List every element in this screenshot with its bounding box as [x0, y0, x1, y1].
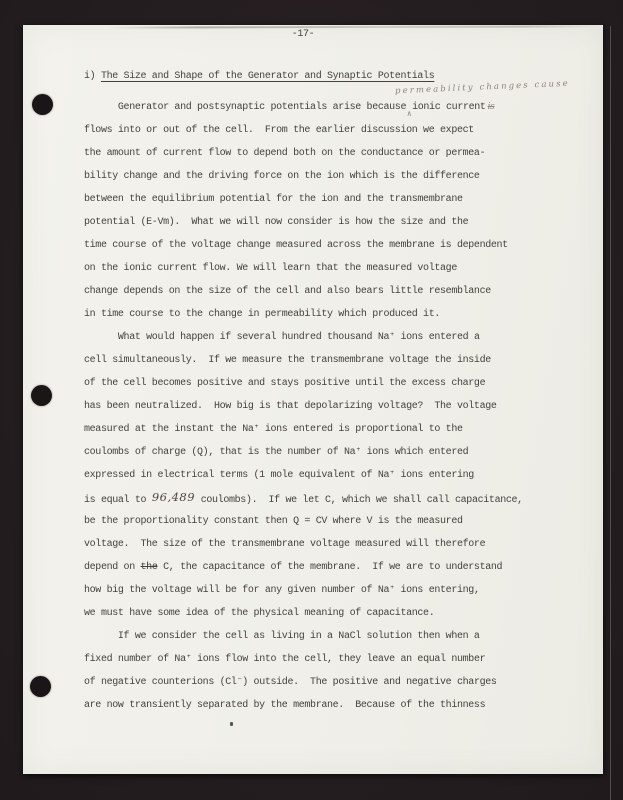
punch-hole: [31, 385, 52, 406]
page-number: -17-: [291, 29, 315, 40]
text-line: in time course to the change in permeability which produced it.: [84, 309, 441, 320]
struck-word: the: [140, 562, 158, 573]
caret-insertion-mark: ∧: [406, 110, 412, 119]
page-edge-line: [610, 26, 611, 800]
text-line: time course of the voltage change measured across the membrane is dependent: [84, 240, 508, 251]
text-line: between the equilibrium potential for the ion and the transmembrane: [84, 194, 463, 205]
text-line: flows into or out of the cell. From the earlier discussion we expect: [84, 125, 474, 136]
heading-roman-numeral: i): [84, 71, 101, 82]
text-line: has been neutralized. How big is that depolarizing voltage? The voltage: [84, 401, 497, 412]
text-line: What would happen if several hundred thousand Na⁺ ions entered a: [84, 332, 480, 343]
text-segment: is equal to: [84, 495, 152, 506]
text-line: on the ionic current flow. We will learn that the measured voltage: [84, 263, 457, 274]
text-line: cell simultaneously. If we measure the transmembrane voltage the inside: [84, 355, 491, 366]
text-line: expressed in electrical terms (1 mole equivalent of Na⁺ ions entering: [84, 470, 474, 481]
document-page: [23, 25, 603, 774]
stray-mark: [230, 722, 233, 726]
text-line: [84, 556, 523, 579]
text-line: of the cell becomes positive and stays positive until the excess charge: [84, 378, 486, 389]
text-line: fixed number of Na⁺ ions flow into the cell, they leave an equal number: [84, 654, 486, 665]
handwritten-strikeout: is: [487, 102, 495, 112]
text-segment: depend on: [84, 562, 141, 573]
text-segment: C, the capacitance of the membrane. If we are to understand: [157, 562, 503, 573]
text-line: If we consider the cell as living in a NaCl solution then when a: [84, 631, 480, 642]
text-line: potential (E-Vm). What we will now consider is how the size and the: [84, 217, 469, 228]
handwritten-number: 96,489: [151, 490, 196, 504]
text-line: bility change and the driving force on the ion which is the difference: [84, 171, 480, 182]
text-line: the amount of current flow to depend both on the conductance or permea-: [84, 148, 486, 159]
text-line: we must have some idea of the physical meaning of capacitance.: [84, 608, 435, 619]
text-line: measured at the instant the Na⁺ ions entered is proportional to the: [84, 424, 463, 435]
heading-title: The Size and Shape of the Generator and Synaptic Potentials: [100, 71, 435, 82]
text-line: how big the voltage will be for any given number of Na⁺ ions entering,: [84, 585, 480, 596]
section-heading: [84, 65, 434, 88]
text-line: [84, 487, 523, 510]
text-line: of negative counterions (Cl⁻) outside. The positive and negative charges: [84, 677, 497, 688]
text-line: voltage. The size of the transmembrane voltage measured will therefore: [84, 539, 486, 550]
text-line: coulombs of charge (Q), that is the number of Na⁺ ions which entered: [84, 447, 469, 458]
text-line: be the proportionality constant then Q = CV where V is the measured: [84, 516, 463, 527]
text-line: are now transiently separated by the membrane. Because of the thinness: [84, 700, 486, 711]
punch-hole: [30, 676, 51, 697]
text-segment: Generator and postsynaptic potentials arise because: [84, 102, 407, 113]
text-segment: coulombs). If we let C, which we shall call capacitance,: [195, 495, 523, 506]
text-line: [84, 96, 523, 119]
text-line: change depends on the size of the cell and also bears little resemblance: [84, 286, 491, 297]
handwritten-annotation: permeability changes cause: [394, 78, 570, 97]
punch-hole: [32, 94, 53, 115]
body-text: [84, 96, 523, 717]
text-segment: ionic current: [412, 102, 486, 113]
